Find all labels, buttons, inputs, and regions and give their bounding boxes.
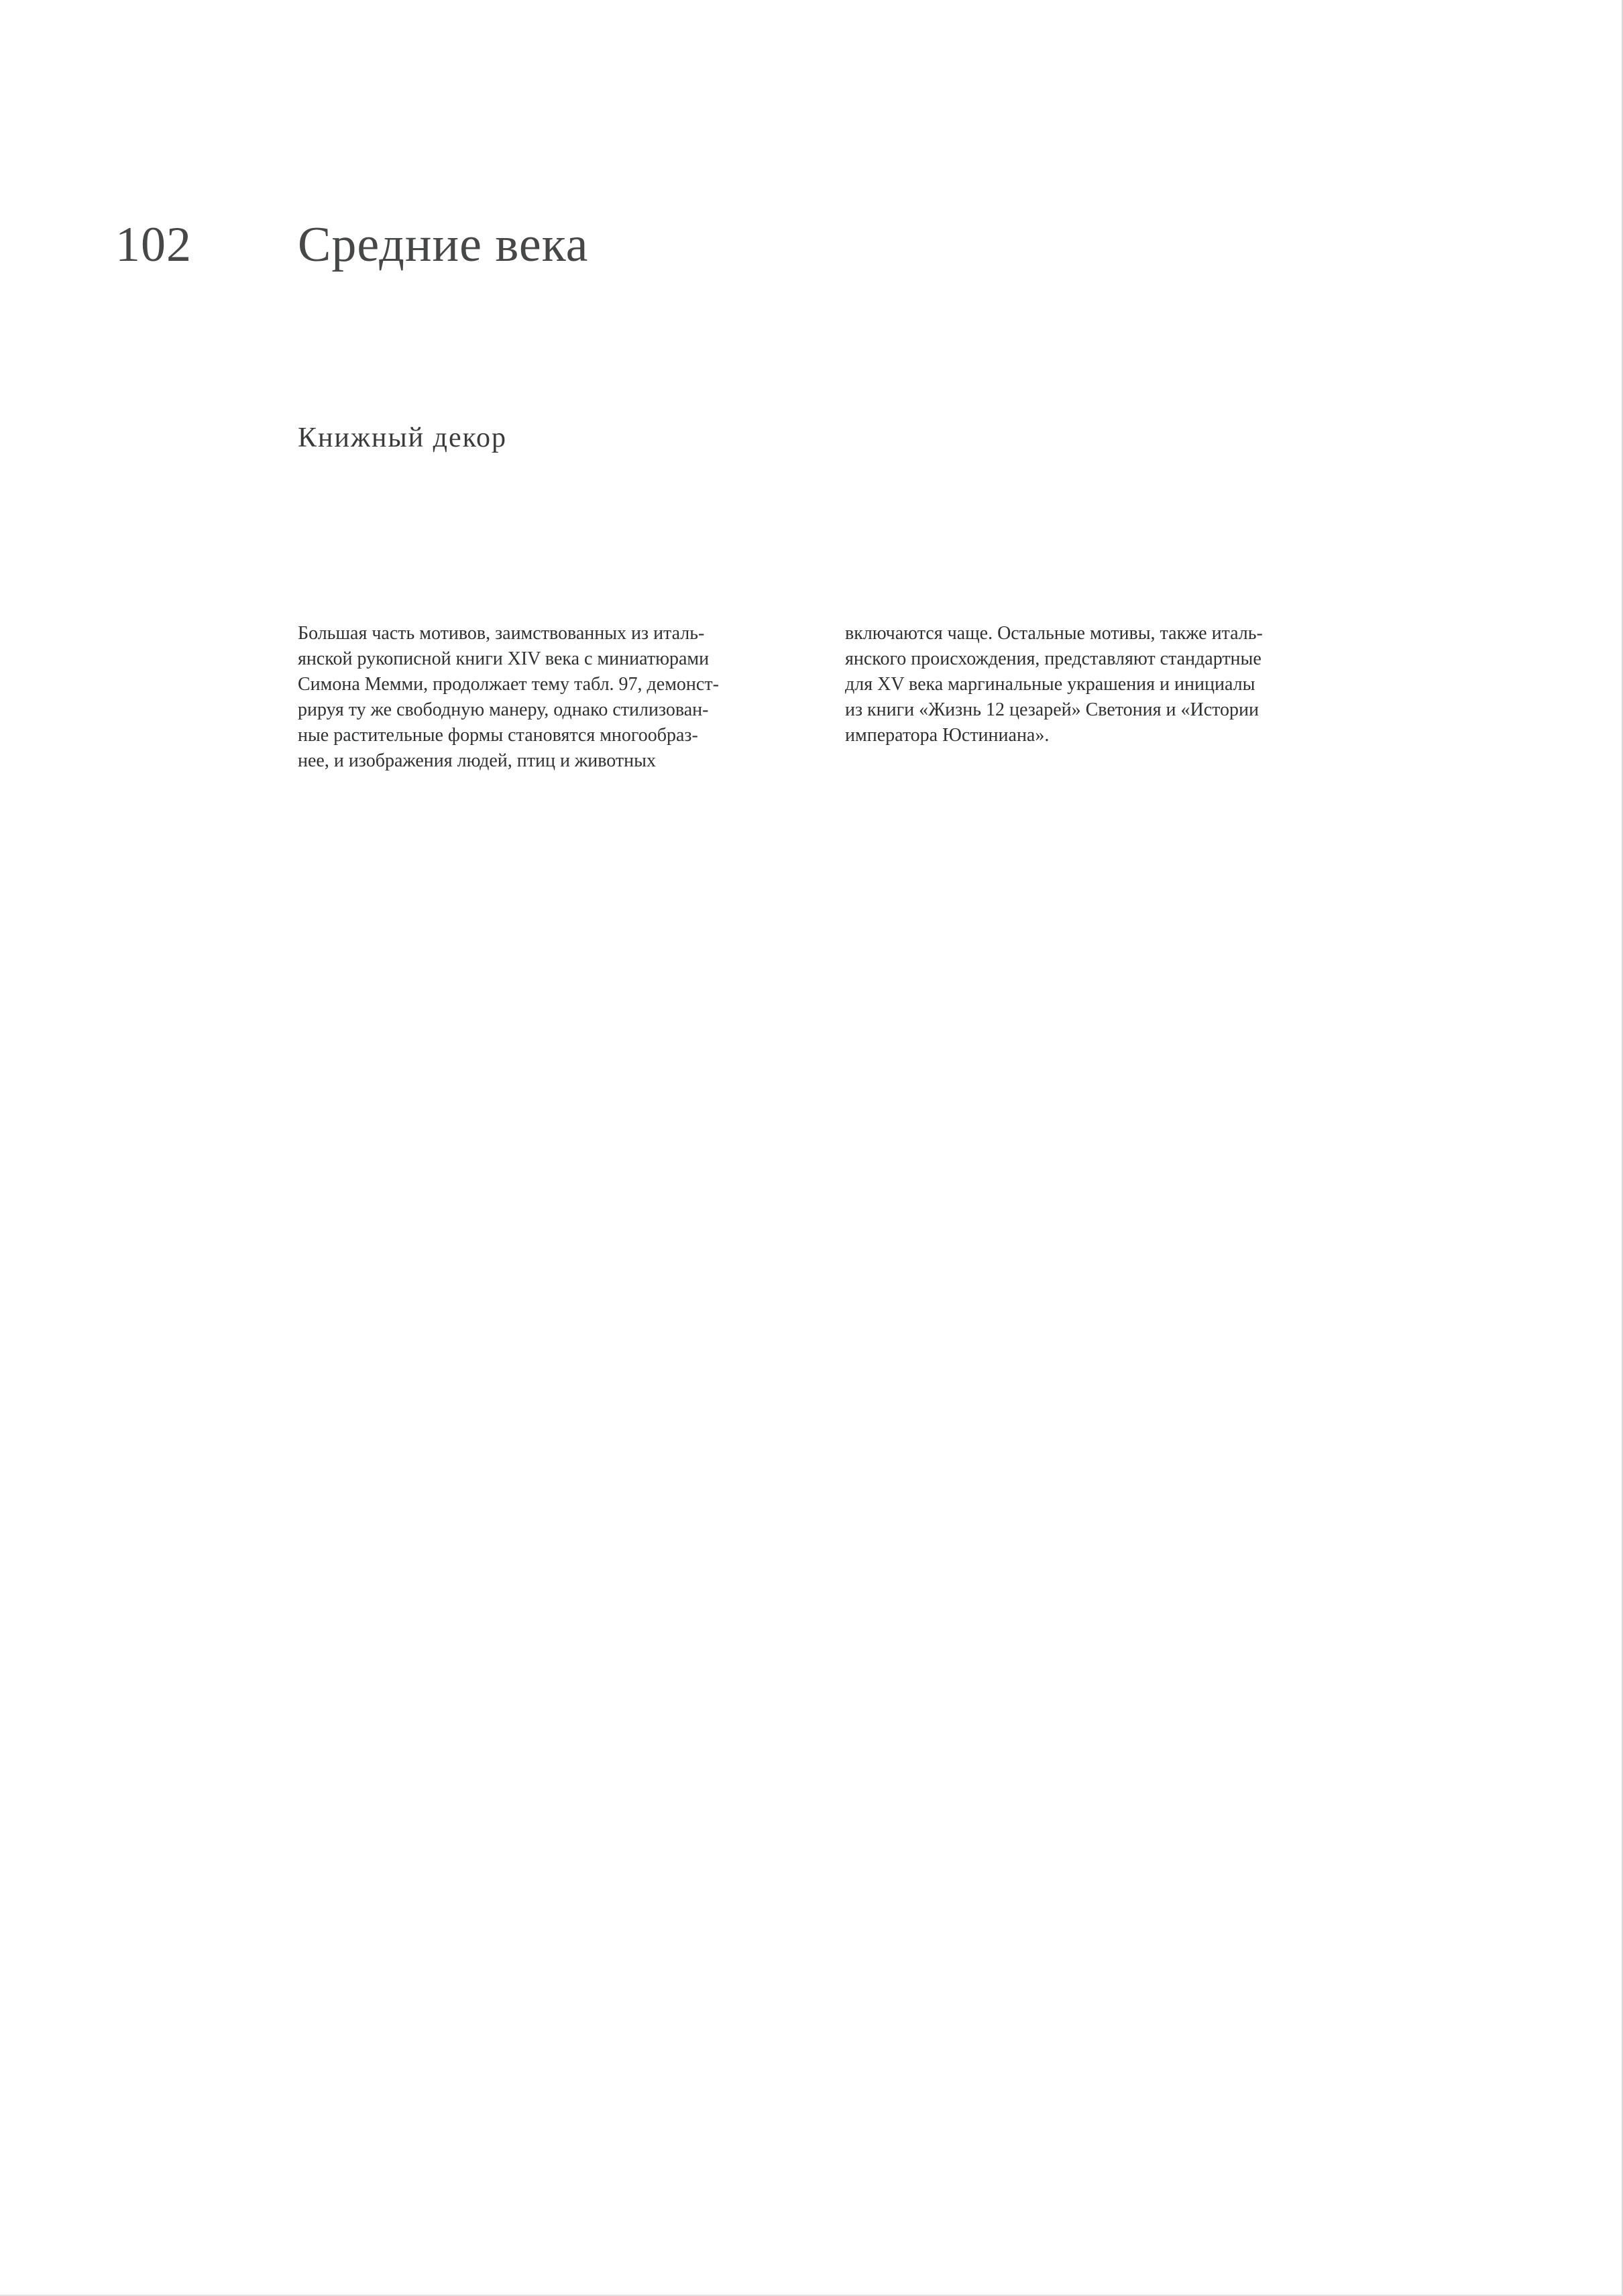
text-line: Симона Мемми, продолжает тему табл. 97, демонст- <box>298 674 719 695</box>
text-line: из книги «Жизнь 12 цезарей» Светония и «Истории <box>845 699 1259 720</box>
text-line: рируя ту же свободную манеру, однако стилизован- <box>298 699 709 720</box>
page-number: 102 <box>115 217 192 272</box>
text-line: янского происхождения, представляют стандартные <box>845 648 1262 669</box>
text-line: для XV века маргинальные украшения и инициалы <box>845 674 1255 695</box>
text-line: ные растительные формы становятся многообраз- <box>298 725 698 746</box>
body-text-right-column <box>845 621 1263 748</box>
text-line: нее, и изображения людей, птиц и животных <box>298 750 656 771</box>
chapter-title: Средние века <box>298 217 589 272</box>
body-text-left-column <box>298 621 719 774</box>
text-line: Большая часть мотивов, заимствованных из италь- <box>298 623 705 644</box>
text-line: императора Юстиниана». <box>845 725 1050 746</box>
section-title: Книжный декор <box>298 422 507 453</box>
text-line: включаются чаще. Остальные мотивы, также италь- <box>845 623 1263 644</box>
text-line: янской рукописной книги XIV века с миниатюрами <box>298 648 710 669</box>
